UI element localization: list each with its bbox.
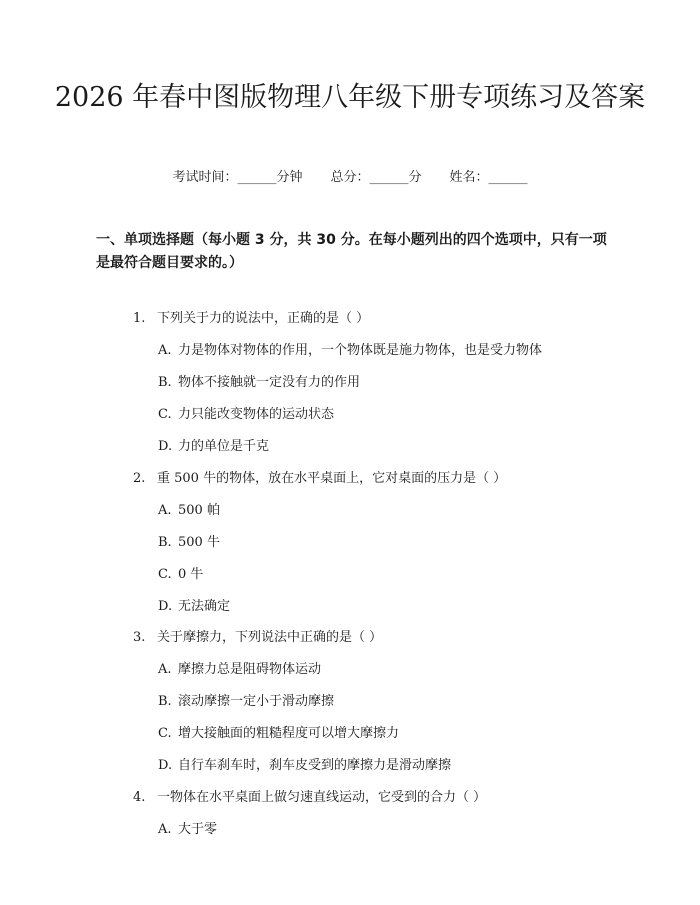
question-stem: 关于摩擦力，下列说法中正确的是（ ） [157,630,383,645]
question-1-option-a [158,341,542,361]
option-text: 力是物体对物体的作用，一个物体既是施力物体，也是受力物体 [178,343,543,358]
question-number: 3. [133,630,146,645]
total-score-field: 总分：______分 [330,170,422,185]
option-text: 物体不接触就一定没有力的作用 [178,375,361,390]
option-letter: C. [158,567,172,582]
option-text: 自行车刹车时，刹车皮受到的摩擦力是滑动摩擦 [178,758,452,773]
question-2-option-b [158,533,220,553]
option-text: 0 牛 [178,567,204,582]
page-title: 2026 年春中图版物理八年级下册专项练习及答案 [54,82,646,113]
option-letter: B. [158,694,172,709]
section-heading: 一、单项选择题（每小题 3 分，共 30 分。在每小题列出的四个选项中，只有一项是最符合题目要求的。） [96,232,607,271]
option-text: 滚动摩擦一定小于滑动摩擦 [178,694,335,709]
option-text: 无法确定 [178,599,231,614]
option-letter: A. [158,662,172,677]
option-text: 500 牛 [178,535,220,550]
option-text: 力的单位是千克 [178,439,270,454]
exam-time-field: 考试时间：______分钟 [172,170,303,185]
option-letter: A. [158,822,172,837]
question-1-option-c [158,405,334,425]
option-text: 增大接触面的粗糙程度可以增大摩擦力 [178,726,400,741]
question-2 [133,469,506,489]
question-stem: 下列关于力的说法中，正确的是（ ） [157,311,370,326]
option-letter: D. [158,439,173,454]
question-3 [133,628,382,648]
option-text: 500 帕 [178,503,220,518]
question-stem: 一物体在水平桌面上做匀速直线运动，它受到的合力（ ） [157,790,487,805]
option-letter: D. [158,758,173,773]
question-stem: 重 500 牛的物体，放在水平桌面上，它对桌面的压力是（ ） [157,471,507,486]
question-3-option-c [158,724,399,744]
question-3-option-b [158,692,334,712]
option-text: 大于零 [178,822,218,837]
question-4 [133,788,486,808]
option-letter: B. [158,535,172,550]
question-2-option-a [158,501,220,521]
option-letter: C. [158,407,172,422]
option-text: 摩擦力总是阻碍物体运动 [178,662,322,677]
option-letter: C. [158,726,172,741]
question-2-option-c [158,565,203,585]
question-number: 2. [133,471,146,486]
exam-info-line [0,168,700,188]
question-1 [133,309,369,329]
student-name-field: 姓名：______ [449,170,528,185]
question-1-option-d [158,437,269,457]
question-2-option-d [158,597,230,617]
question-number: 1. [133,311,146,326]
option-letter: A. [158,343,172,358]
question-3-option-a [158,660,321,680]
option-letter: D. [158,599,173,614]
question-number: 4. [133,790,146,805]
option-letter: A. [158,503,172,518]
question-4-option-a [158,820,217,840]
option-text: 力只能改变物体的运动状态 [178,407,335,422]
question-1-option-b [158,373,360,393]
question-3-option-d [158,756,451,776]
option-letter: B. [158,375,172,390]
